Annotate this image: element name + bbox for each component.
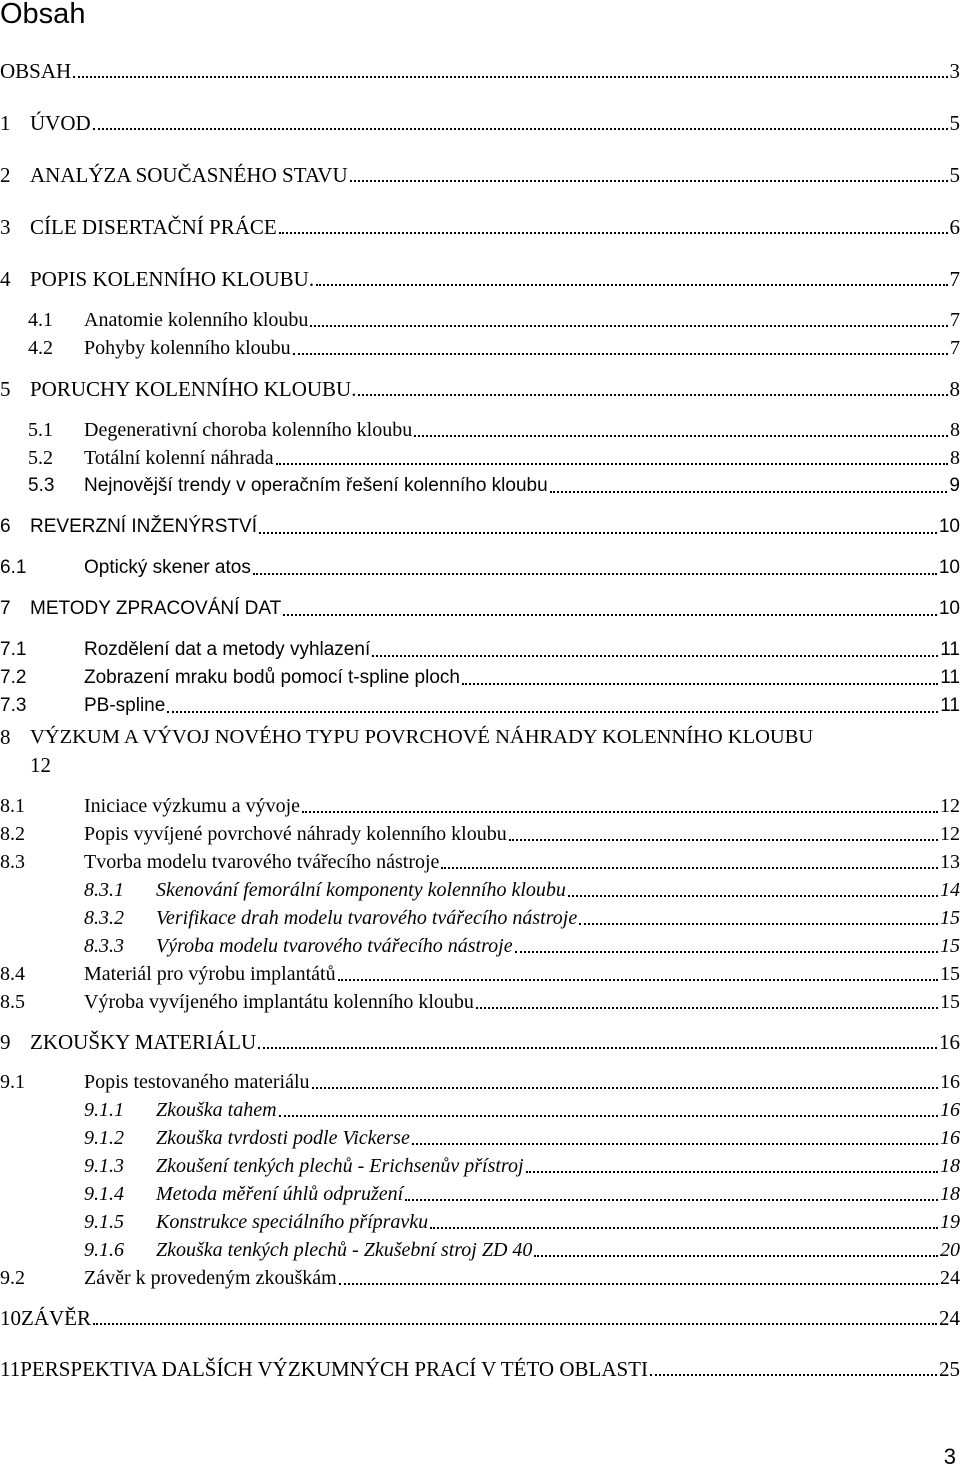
toc-entry-text: ÚVOD xyxy=(30,111,91,135)
toc-leader-dots xyxy=(534,1255,938,1257)
toc-entry-6[interactable] xyxy=(0,511,960,539)
toc-entry-number: 5.3 xyxy=(28,475,55,496)
toc-entry-text: METODY ZPRACOVÁNÍ DAT xyxy=(30,598,282,619)
toc-entry-text: Metoda měření úhlů odpružení xyxy=(156,1183,404,1205)
toc-leader-dots xyxy=(441,867,938,869)
toc-entry-5-2[interactable] xyxy=(0,442,960,470)
toc-leader-dots xyxy=(515,951,938,953)
toc-leader-dots xyxy=(550,491,948,493)
toc-entry-number: 5.2 xyxy=(28,447,53,469)
toc-entry-number: 8.3.3 xyxy=(84,935,124,957)
toc-entry-9-1-1[interactable] xyxy=(0,1094,960,1122)
toc-entry-number: 5.1 xyxy=(28,419,53,441)
toc-page-number: 11 xyxy=(940,695,960,716)
toc-entry-number: 8.3 xyxy=(0,851,25,873)
toc-entry-number: 8.4 xyxy=(0,963,25,985)
toc-entry-9-1-6[interactable] xyxy=(0,1234,960,1262)
toc-entry-number: 8.3.1 xyxy=(84,879,124,901)
toc-leader-dots xyxy=(293,353,948,355)
toc-page-number: 13 xyxy=(940,851,960,873)
toc-page-number: 18 xyxy=(940,1155,960,1177)
toc-entry-4-1[interactable] xyxy=(0,304,960,332)
toc-entry-5[interactable] xyxy=(0,373,960,401)
toc-leader-dots xyxy=(650,1374,937,1376)
toc-entry-number: 7 xyxy=(0,598,11,619)
toc-leader-dots xyxy=(339,1283,938,1285)
toc-entry-text: PERSPEKTIVA DALŠÍCH VÝZKUMNÝCH PRACÍ V TÉTO OBLASTI xyxy=(20,1357,648,1381)
toc-entry-number: 1 xyxy=(0,111,11,135)
toc-leader-dots xyxy=(414,435,948,437)
toc-entry-text: CÍLE DISERTAČNÍ PRÁCE xyxy=(30,215,277,239)
toc-entry-4[interactable] xyxy=(0,263,960,291)
toc-page-number: 12 xyxy=(940,823,960,845)
toc-leader-dots xyxy=(462,683,938,685)
toc-entry-text: Konstrukce speciálního přípravku xyxy=(156,1211,429,1233)
toc-entry-number: 7.2 xyxy=(0,667,27,688)
toc-entry-7-3[interactable] xyxy=(0,690,960,718)
toc-entry-10[interactable] xyxy=(0,1302,960,1330)
toc-page-number: 10 xyxy=(938,557,960,578)
toc-entry-text: Výroba vyvíjeného implantátu kolenního kloubu xyxy=(84,991,474,1013)
toc-leader-dots xyxy=(283,614,937,616)
toc-entry-number: 2 xyxy=(0,163,11,187)
toc-entry-text: Popis vyvíjené povrchové náhrady kolenního kloubu xyxy=(84,823,507,845)
toc-leader-dots xyxy=(279,232,948,234)
toc-page-number: 20 xyxy=(940,1239,960,1261)
toc-entry-number: 4.2 xyxy=(28,337,53,359)
toc-entry-7[interactable] xyxy=(0,593,960,621)
toc-entry-text: Zkouška tenkých plechů - Zkušební stroj ZD 40 xyxy=(156,1239,533,1261)
toc-page-number: 8 xyxy=(950,419,960,441)
toc-leader-dots xyxy=(259,532,937,534)
toc-entry-number: 5 xyxy=(0,377,11,401)
toc-leader-dots xyxy=(302,811,938,813)
toc-leader-dots xyxy=(316,284,947,286)
toc-entry-2[interactable] xyxy=(0,159,960,187)
toc-entry-8-3-2[interactable] xyxy=(0,902,960,930)
toc-leader-dots xyxy=(372,655,938,657)
toc-page-number: 7 xyxy=(949,267,960,291)
toc-entry-text: Nejnovější trendy v operačním řešení kolenního kloubu xyxy=(84,475,548,496)
toc-leader-dots xyxy=(73,76,947,78)
toc-entry-text: Anatomie kolenního kloubu xyxy=(84,309,309,331)
toc-entry-number: 11 xyxy=(0,1357,21,1381)
toc-entry-9-1-5[interactable] xyxy=(0,1206,960,1234)
toc-entry-number: 9.1.6 xyxy=(84,1239,124,1261)
toc-entry-number: 8.3.2 xyxy=(84,907,124,929)
page-number: 3 xyxy=(943,1444,956,1469)
toc-leader-dots xyxy=(338,979,938,981)
toc-page-number: 24 xyxy=(940,1267,960,1289)
toc-entry-text: Rozdělení dat a metody vyhlazení xyxy=(84,639,371,660)
toc-entry-9-1[interactable] xyxy=(0,1066,960,1094)
toc-page-number: 10 xyxy=(938,516,960,537)
toc-entry-text: VÝZKUM A VÝVOJ NOVÉHO TYPU POVRCHOVÉ NÁHRADY KOLENNÍHO KLOUBU xyxy=(30,726,814,748)
toc-entry-8-3[interactable] xyxy=(0,846,960,874)
toc-entry-number: 4 xyxy=(0,267,11,291)
toc-leader-dots xyxy=(430,1227,938,1229)
toc-entry-5-3[interactable] xyxy=(0,470,960,498)
page-title: Obsah xyxy=(0,0,86,30)
toc-entry-8-3-3[interactable] xyxy=(0,930,960,958)
toc-entry-text: Zkoušení tenkých plechů - Erichsenův přístroj xyxy=(156,1155,524,1177)
toc-entry-text: ZÁVĚR xyxy=(21,1306,91,1330)
toc-entry-text: Popis testovaného materiálu xyxy=(84,1071,310,1093)
toc-entry-text: Skenování femorální komponenty kolenního kloubu xyxy=(156,879,566,901)
toc-entry-number: 9.1.2 xyxy=(84,1127,124,1149)
toc-entry-number: 9.2 xyxy=(0,1267,25,1289)
toc-entry-text: Pohyby kolenního kloubu xyxy=(84,337,291,359)
toc-entry-text: Degenerativní choroba kolenního kloubu xyxy=(84,419,413,441)
toc-entry-text: Zkouška tahem xyxy=(156,1099,277,1121)
toc-page-number: 16 xyxy=(940,1127,960,1149)
toc-leader-dots xyxy=(509,839,938,841)
toc-page-number: 15 xyxy=(940,907,960,929)
toc-page-number: 6 xyxy=(949,215,960,239)
toc-leader-dots xyxy=(93,128,948,130)
toc-entry-text: Iniciace výzkumu a vývoje xyxy=(84,795,301,817)
toc-entry-text: Výroba modelu tvarového tvářecího nástroje xyxy=(156,935,513,957)
toc-page-number: 3 xyxy=(949,59,960,83)
toc-entry-text: Tvorba modelu tvarového tvářecího nástroje xyxy=(84,851,440,873)
toc-entry-7-1[interactable] xyxy=(0,634,960,662)
toc-entry-text: Závěr k provedeným zkouškám xyxy=(84,1267,337,1289)
toc-entry-number: 9.1.1 xyxy=(84,1099,124,1121)
toc-leader-dots xyxy=(310,325,948,327)
toc-leader-dots xyxy=(253,573,937,575)
toc-entry-8-2[interactable] xyxy=(0,818,960,846)
toc-page-number: 7 xyxy=(950,309,960,331)
toc-leader-dots xyxy=(476,1007,938,1009)
toc-entry-9-1-4[interactable] xyxy=(0,1178,960,1206)
toc-entry-number: 4.1 xyxy=(28,309,53,331)
toc-page-number: 15 xyxy=(940,991,960,1013)
toc-entry-9-1-2[interactable] xyxy=(0,1122,960,1150)
toc-entry-6-1[interactable] xyxy=(0,552,960,580)
toc-page-number: 5 xyxy=(949,111,960,135)
toc-page-number: 15 xyxy=(940,963,960,985)
toc-entry-text: PORUCHY KOLENNÍHO KLOUBU. xyxy=(30,377,357,401)
toc-leader-dots xyxy=(405,1199,938,1201)
toc-leader-dots xyxy=(579,923,938,925)
toc-page-number: 8 xyxy=(950,447,960,469)
toc-entry-9-1-3[interactable] xyxy=(0,1150,960,1178)
toc-entry-text: POPIS KOLENNÍHO KLOUBU. xyxy=(30,267,315,291)
toc-leader-dots xyxy=(276,463,948,465)
toc-page-number: 19 xyxy=(940,1211,960,1233)
toc-entry-text: Materiál pro výrobu implantátů xyxy=(84,963,336,985)
toc-leader-dots xyxy=(358,394,947,396)
toc-leader-dots xyxy=(279,1115,938,1117)
toc-entry-number: 6 xyxy=(0,516,11,537)
toc-leader-dots xyxy=(167,711,938,713)
toc-entry-number: 6.1 xyxy=(0,557,27,578)
toc-entry-text: PB-spline xyxy=(84,695,166,716)
toc-page-number: 15 xyxy=(940,935,960,957)
toc-page-number: 9 xyxy=(949,475,960,496)
toc-page-number: 25 xyxy=(939,1357,960,1381)
toc-entry-number: 7.1 xyxy=(0,639,27,660)
toc-page-number: 24 xyxy=(939,1306,960,1330)
toc-page-number: 5 xyxy=(949,163,960,187)
toc-entry-number: 9.1.4 xyxy=(84,1183,124,1205)
toc-leader-dots xyxy=(312,1087,938,1089)
toc-page-number: 16 xyxy=(940,1099,960,1121)
toc-entry-5-1[interactable] xyxy=(0,414,960,442)
toc-entry-text: Zkouška tvrdosti podle Vickerse xyxy=(156,1127,410,1149)
toc-entry-number: 7.3 xyxy=(0,695,27,716)
toc-entry-text: REVERZNÍ INŽENÝRSTVÍ xyxy=(30,516,257,537)
toc-entry-number: 8.1 xyxy=(0,795,25,817)
toc-page-number: 12 xyxy=(30,753,51,777)
toc-entry-8-3-1[interactable] xyxy=(0,874,960,902)
toc-entry-1[interactable] xyxy=(0,107,960,135)
toc-entry-text: Verifikace drah modelu tvarového tvářecího nástroje xyxy=(156,907,578,929)
toc-entry-9[interactable] xyxy=(0,1026,960,1054)
toc-entry-4-2[interactable] xyxy=(0,332,960,360)
toc-page-number: 16 xyxy=(939,1030,960,1054)
toc-page-number: 10 xyxy=(938,598,960,619)
toc-entry-number: 9.1 xyxy=(0,1071,25,1093)
toc-page-number: 14 xyxy=(940,879,960,901)
toc-leader-dots xyxy=(568,895,938,897)
toc-entry-number: 8 xyxy=(0,725,11,749)
toc-page-number: 18 xyxy=(940,1183,960,1205)
toc-page-number: 12 xyxy=(940,795,960,817)
toc-entry-number: 9 xyxy=(0,1030,11,1054)
toc-entry-9-2[interactable] xyxy=(0,1262,960,1290)
toc-page-number: 7 xyxy=(950,337,960,359)
toc-entry-number: 3 xyxy=(0,215,11,239)
toc-entry-8-4[interactable] xyxy=(0,958,960,986)
toc-entry-number: 8.5 xyxy=(0,991,25,1013)
toc-entry-number: 10 xyxy=(0,1306,21,1330)
toc-page-number: 8 xyxy=(949,377,960,401)
toc-entry-3[interactable] xyxy=(0,211,960,239)
toc-leader-dots xyxy=(350,180,948,182)
toc-entry-text: Zobrazení mraku bodů pomocí t-spline ploch xyxy=(84,667,460,688)
toc-entry-text: Optický skener atos xyxy=(84,557,251,578)
toc-entry-11[interactable] xyxy=(0,1353,960,1381)
toc-entry-number: 9.1.3 xyxy=(84,1155,124,1177)
toc-leader-dots xyxy=(412,1143,938,1145)
toc-page-number: 11 xyxy=(940,639,960,660)
toc-entry-text: OBSAH xyxy=(0,59,72,83)
toc-entry-text: Totální kolenní náhrada xyxy=(84,447,274,469)
toc-entry-text: ANALÝZA SOUČASNÉHO STAVU xyxy=(30,163,348,187)
toc-page-number: 11 xyxy=(940,667,960,688)
toc-leader-dots xyxy=(93,1323,937,1325)
toc-page-number: 16 xyxy=(940,1071,960,1093)
toc-entry-text: ZKOUŠKY MATERIÁLU xyxy=(30,1030,257,1054)
toc-leader-dots xyxy=(526,1171,939,1173)
toc-entry-obsah[interactable] xyxy=(0,55,960,83)
toc-entry-7-2[interactable] xyxy=(0,662,960,690)
toc-entry-number: 9.1.5 xyxy=(84,1211,124,1233)
toc-entry-8-5[interactable] xyxy=(0,986,960,1014)
toc-entry-8[interactable] xyxy=(0,723,960,779)
toc-entry-8-1[interactable] xyxy=(0,790,960,818)
toc-entry-number: 8.2 xyxy=(0,823,25,845)
toc-leader-dots xyxy=(258,1047,937,1049)
